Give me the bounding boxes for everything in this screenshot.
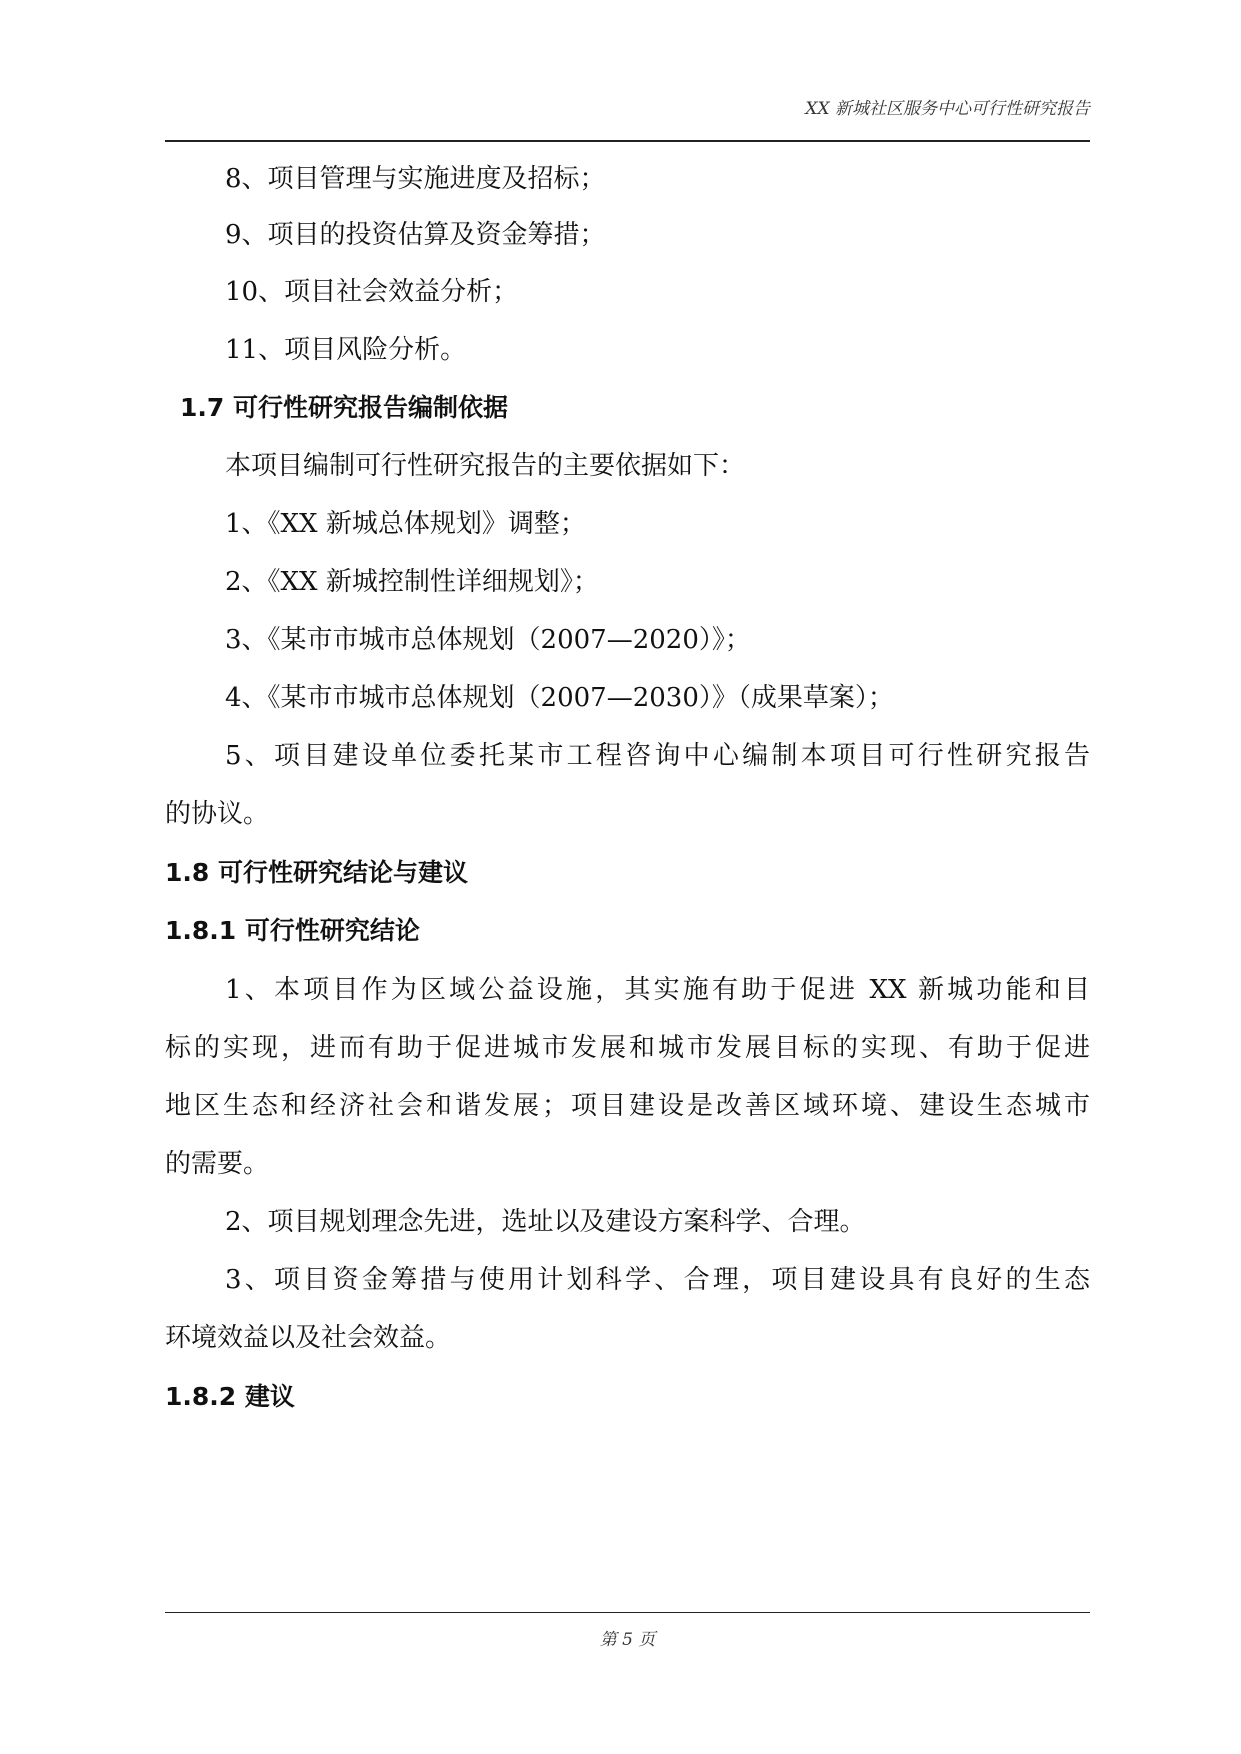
report-title: XX 新城社区服务中心可行性研究报告	[805, 99, 1090, 119]
subsection-heading-1-8-2: 1.8.2 建议	[165, 1382, 295, 1411]
list-item-continuation: 的协议。	[165, 799, 270, 829]
subsection-heading-1-8-1: 1.8.1 可行性研究结论	[165, 916, 420, 945]
paragraph-line: 1、本项目作为区域公益设施，其实施有助于促进 XX 新城功能和目	[225, 975, 1090, 1005]
list-item: 4、《某市市城市总体规划（2007—2030）》（成果草案）；	[225, 683, 894, 713]
list-item: 8、项目管理与实施进度及招标；	[225, 164, 606, 194]
list-item: 2、《XX 新城控制性详细规划》；	[225, 567, 599, 597]
paragraph-intro: 本项目编制可行性研究报告的主要依据如下：	[225, 451, 746, 481]
page-footer	[165, 1612, 1090, 1650]
paragraph-line: 标的实现，进而有助于促进城市发展和城市发展目标的实现、有助于促进	[165, 1033, 1090, 1063]
list-item: 3、《某市市城市总体规划（2007—2020）》；	[225, 625, 751, 655]
section-heading-1-7: 1.7 可行性研究报告编制依据	[180, 393, 508, 422]
page-header	[165, 98, 1090, 142]
paragraph-line: 的需要。	[165, 1149, 270, 1179]
list-item: 5、项目建设单位委托某市工程咨询中心编制本项目可行性研究报告	[225, 741, 1090, 771]
paragraph-line: 环境效益以及社会效益。	[165, 1323, 452, 1353]
list-item: 1、《XX 新城总体规划》调整；	[225, 509, 586, 539]
list-item: 9、项目的投资估算及资金筹措；	[225, 220, 606, 250]
paragraph-line: 地区生态和经济社会和谐发展；项目建设是改善区域环境、建设生态城市	[165, 1091, 1090, 1121]
section-heading-1-8: 1.8 可行性研究结论与建议	[165, 858, 468, 887]
list-item: 11、项目风险分析。	[225, 335, 467, 365]
paragraph-line: 2、项目规划理念先进，选址以及建设方案科学、合理。	[225, 1207, 866, 1237]
page-number: 第 5 页	[599, 1630, 656, 1650]
paragraph-line: 3、项目资金筹措与使用计划科学、合理，项目建设具有良好的生态	[225, 1265, 1090, 1295]
list-item: 10、项目社会效益分析；	[225, 277, 519, 307]
